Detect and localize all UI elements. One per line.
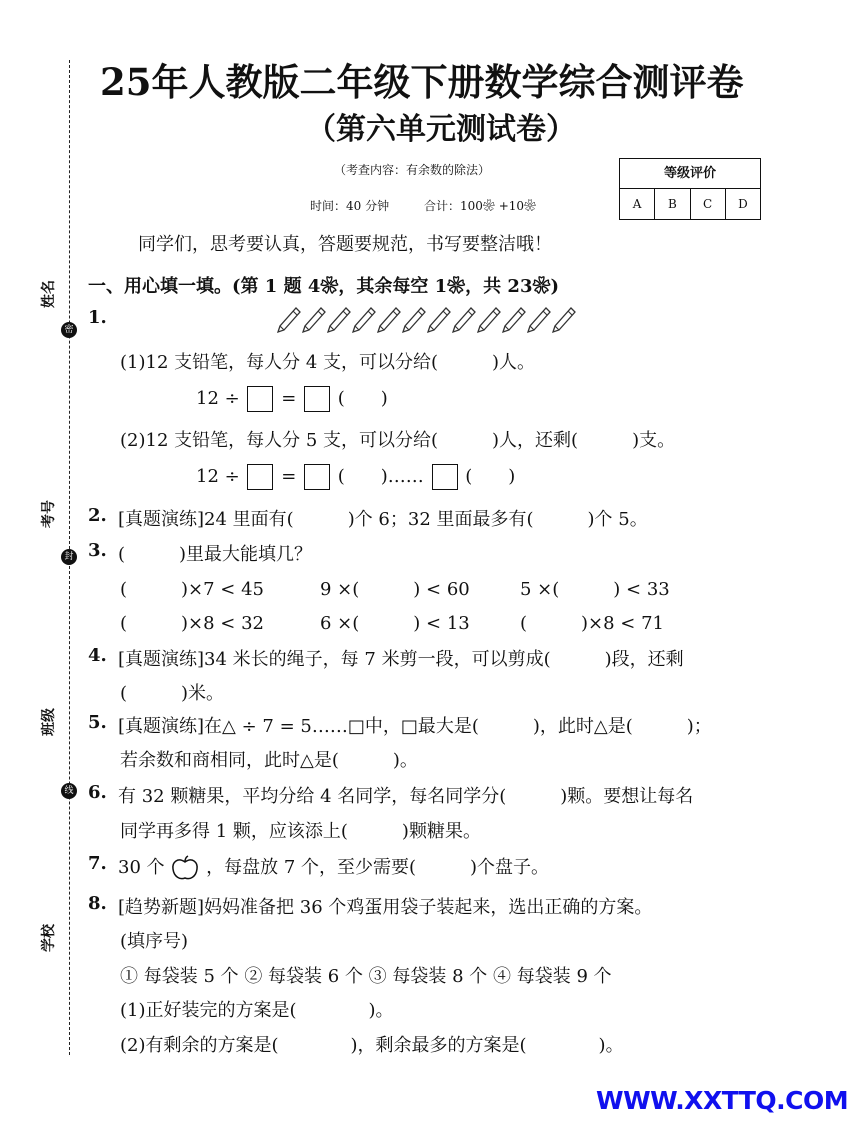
q1-part-b-equation: 12 ÷ = ( )…… ( ) [196,462,515,490]
score-label: 合计：100❀ +10❀ [424,199,537,213]
pencil-icon [303,308,325,332]
intro-text: 同学们，思考要认真，答题要规范，书写要整洁哦！ [138,234,552,255]
grade-a: A [620,189,655,219]
q3-item: ( )×8 < 71 [520,613,665,634]
q8-part-a: (1)正好装完的方案是( )。 [120,1000,394,1021]
pencil-icon [278,308,300,332]
seal-dot-1: 密 [61,322,77,338]
page-subtitle: （第六单元测试卷） [306,112,576,147]
q6-line-1: 有 32 颗糖果，平均分给 4 名同学，每名同学分( )颗。要想让每名 [118,786,694,807]
q1-part-a-equation: 12 ÷ = ( ) [196,384,388,412]
pencil-icon [528,308,550,332]
q8-line-2: (填序号) [120,931,189,952]
seal-dot-2: 封 [61,549,77,565]
q7-number: 7. [88,853,107,874]
pencil-icon [328,308,350,332]
side-label-number: 考号 [41,500,57,528]
apple-icon [170,854,200,882]
content-note: （考查内容：有余数的除法） [334,163,491,177]
q3-item: ( )×7 < 45 [120,579,265,600]
q2-number: 2. [88,505,107,526]
q2-text: [真题演练]24 里面有( )个 6；32 里面最多有( )个 5。 [118,509,648,530]
grade-c: C [691,189,726,219]
pencil-icon [453,308,475,332]
side-label-school: 学校 [41,924,57,952]
q8-part-b: (2)有剩余的方案是( )，剩余最多的方案是( )。 [120,1035,624,1056]
q4-line-2: ( )米。 [120,683,225,704]
page-title: 25年人教版二年级下册数学综合测评卷 [100,60,744,104]
answer-box[interactable] [432,464,458,490]
q8-line-1: [趋势新题]妈妈准备把 36 个鸡蛋用袋子装起来，选出正确的方案。 [118,897,653,918]
answer-box[interactable] [247,386,273,412]
answer-box[interactable] [304,464,330,490]
answer-box[interactable] [247,464,273,490]
pencils-illustration [270,306,580,334]
q6-line-2: 同学再多得 1 颗，应该添上( )颗糖果。 [120,821,481,842]
q8-number: 8. [88,893,107,914]
pencil-icon [428,308,450,332]
q1-part-b: (2)12 支铅笔，每人分 5 支，可以分给( )人，还剩( )支。 [120,430,676,451]
q7-text: 30 个 ，每盘放 7 个，至少需要( )个盘子。 [118,853,549,882]
q1-part-a: (1)12 支铅笔，每人分 4 支，可以分给( )人。 [120,352,536,373]
q5-number: 5. [88,712,107,733]
q8-options: ① 每袋装 5 个 ② 每袋装 6 个 ③ 每袋装 8 个 ④ 每袋装 9 个 [120,966,612,987]
side-label-class: 班级 [41,708,57,736]
seal-dot-3: 线 [61,783,77,799]
pencil-icon [353,308,375,332]
grade-d: D [738,197,748,211]
q3-item: 9 ×( ) < 60 [320,579,470,600]
pencil-icon [553,308,575,332]
grade-box-title: 等级评价 [620,159,760,189]
q4-line-1: [真题演练]34 米长的绳子，每 7 米剪一段，可以剪成( )段，还剩 [118,649,684,670]
q4-number: 4. [88,645,107,666]
grade-box [619,158,761,220]
time-label: 时间：40 分钟 [310,199,390,213]
section-1-heading: 一、用心填一填。(第 1 题 4❀，其余每空 1❀，共 23❀) [88,276,559,297]
q3-item: 5 ×( ) < 33 [520,579,670,600]
grade-b: B [655,189,690,219]
pencil-icon [503,308,525,332]
pencil-icon [378,308,400,332]
q5-line-1: [真题演练]在△ ÷ 7 = 5……□中，□最大是( )，此时△是( )； [118,716,712,737]
pencil-icon [403,308,425,332]
q3-text: ( )里最大能填几？ [118,544,313,565]
site-watermark: WWW.XXTTQ.COM [596,1086,848,1115]
q3-number: 3. [88,540,107,561]
pencil-icon [478,308,500,332]
side-label-name: 姓名 [41,280,57,308]
q5-line-2: 若余数和商相同，此时△是( )。 [120,750,418,771]
q1-number: 1. [88,307,107,328]
q3-item: ( )×8 < 32 [120,613,265,634]
q3-item: 6 ×( ) < 13 [320,613,470,634]
q6-number: 6. [88,782,107,803]
answer-box[interactable] [304,386,330,412]
